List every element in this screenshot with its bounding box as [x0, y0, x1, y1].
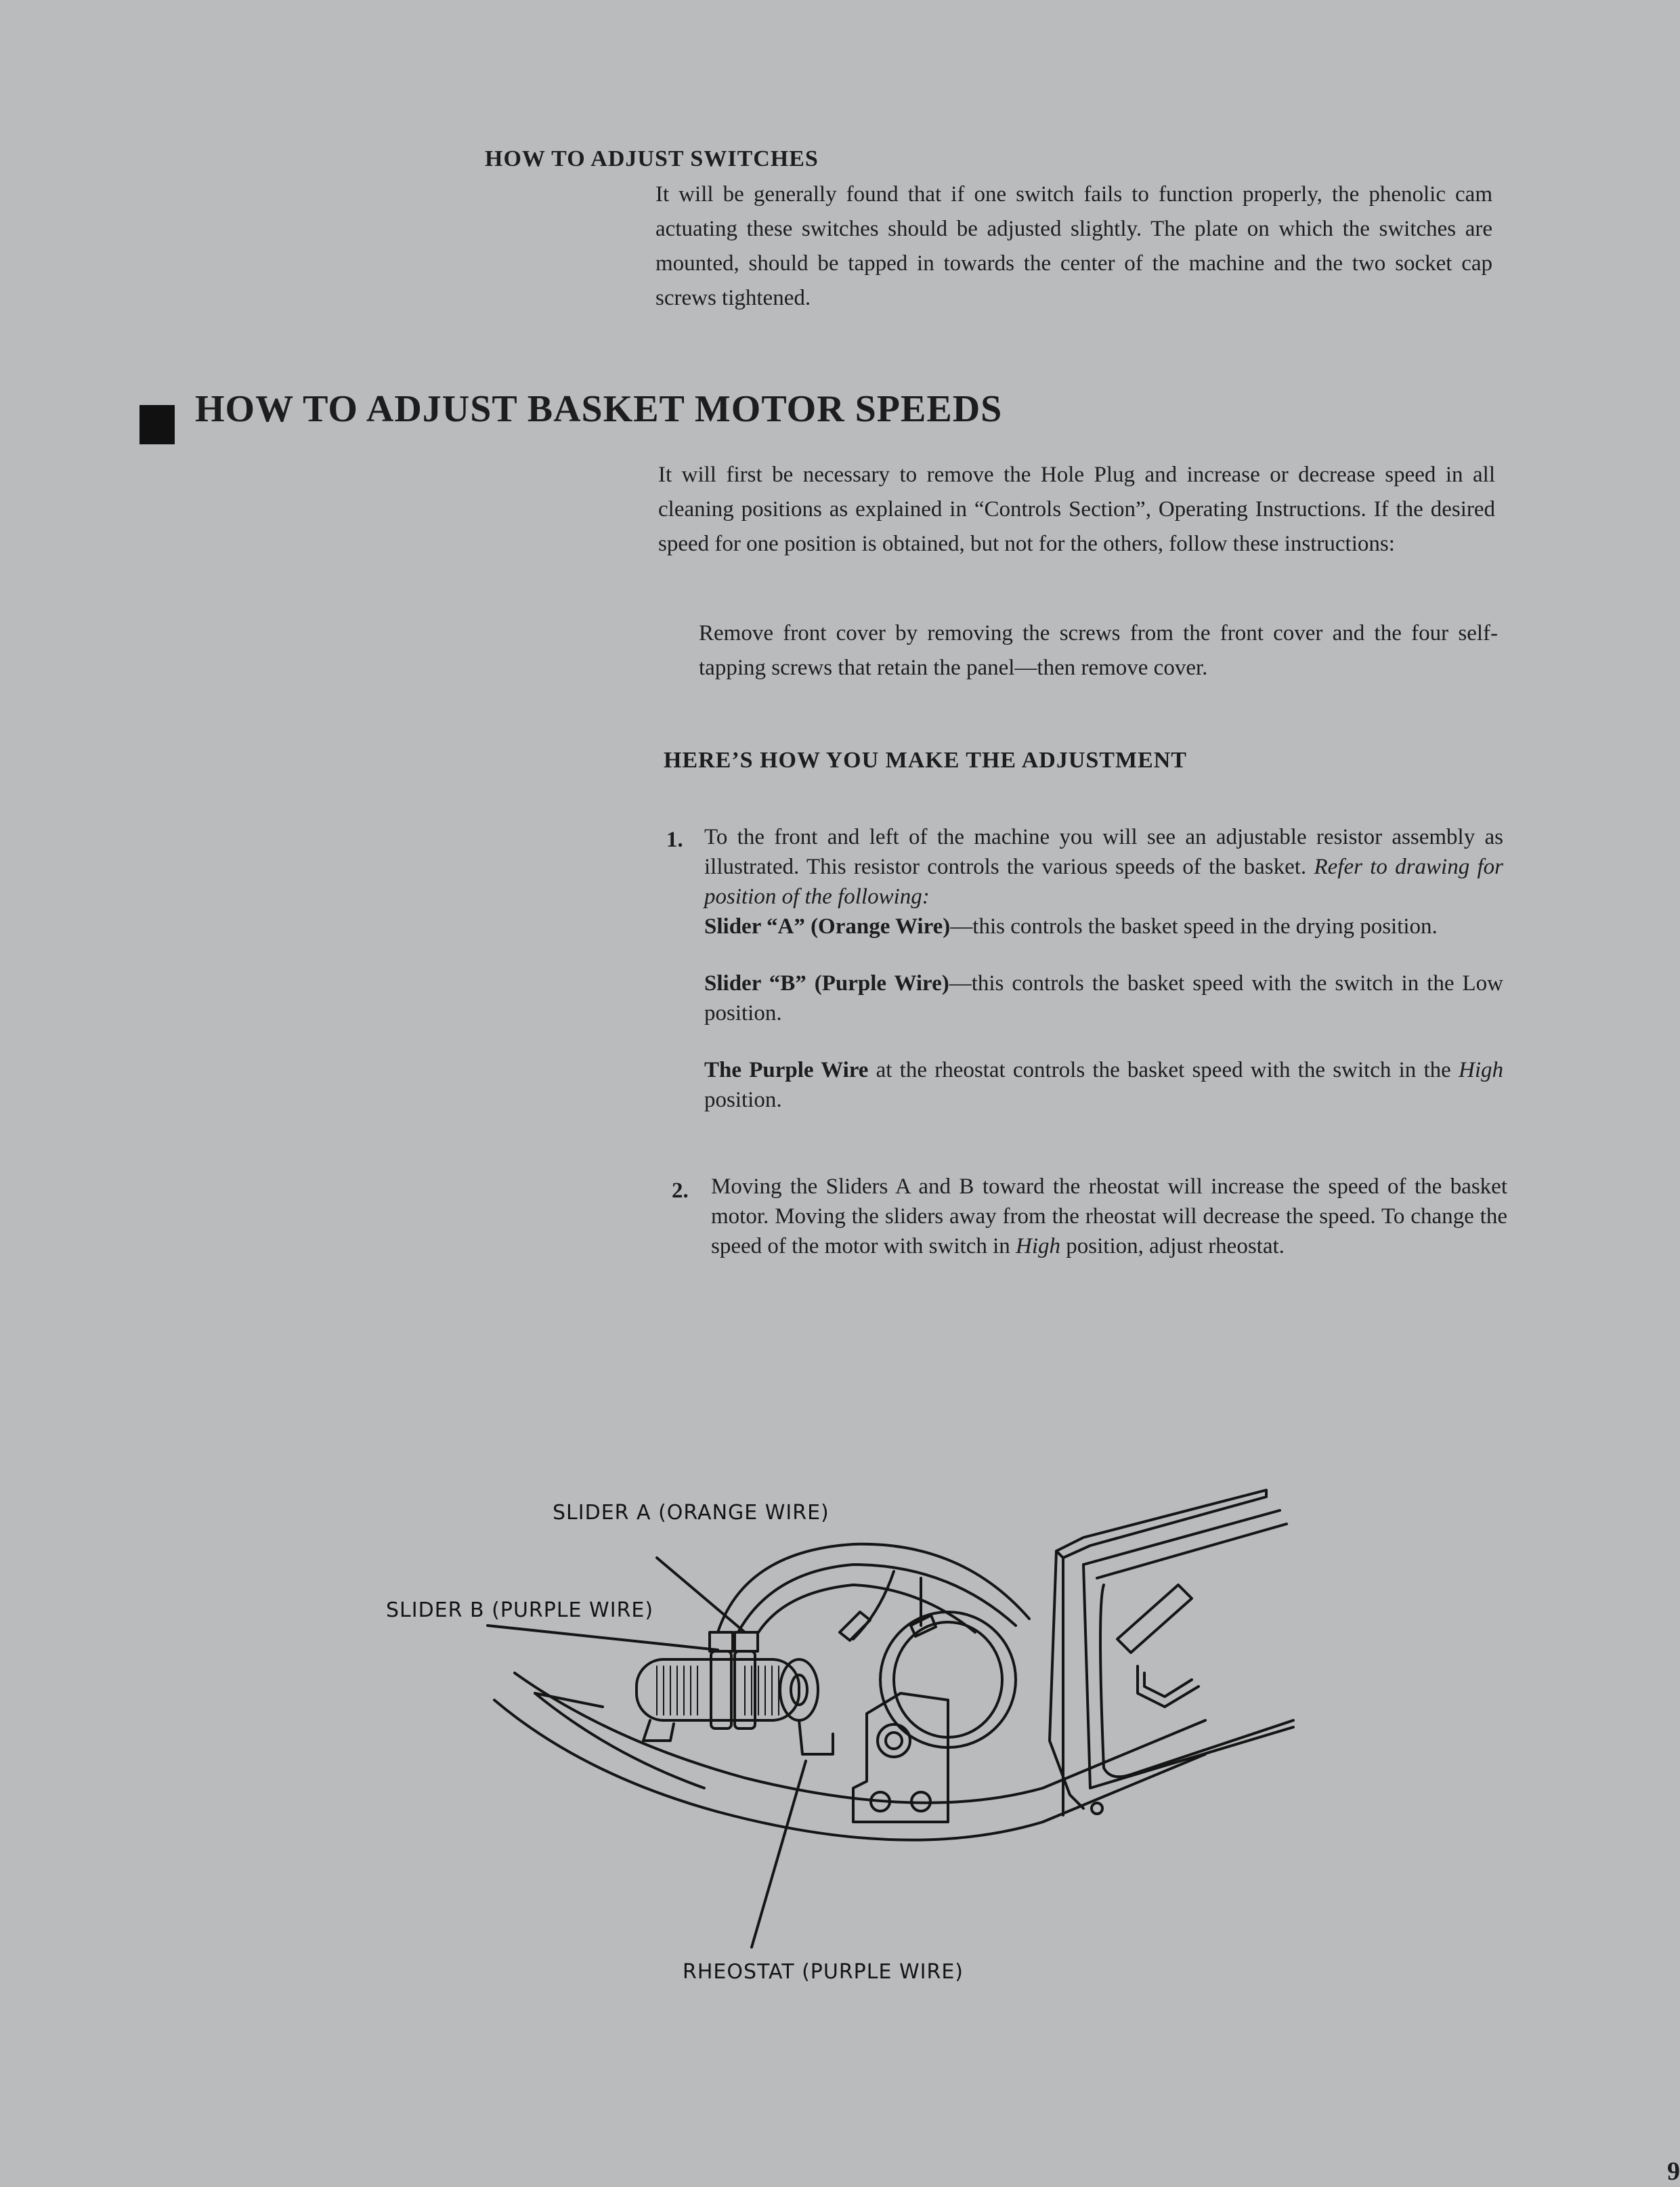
resistor-assembly-illustration	[366, 1470, 1327, 2012]
purple-wire-label: The Purple Wire	[704, 1058, 869, 1082]
switches-paragraph: It will be generally found that if one switch fails to function properly, the phenolic cam actuating these switches should be adjusted slightly. The plate on which the switches are mounted, should be tapped in towards the center of the machine and the two socket cap screws tightened.	[655, 182, 1492, 310]
slider-b-text: —this controls the basket speed with the switch in the Low position.	[704, 971, 1504, 1025]
purple-wire-text-1: at the rheostat controls the basket speed with the switch in the	[868, 1058, 1459, 1082]
step-2-high: High	[1016, 1234, 1061, 1258]
purple-wire-description	[704, 1055, 1503, 1115]
base-outer-curve	[494, 1700, 1205, 1840]
slider-a-clamp	[711, 1651, 731, 1728]
slider-b-label: Slider “B” (Purple Wire)	[704, 971, 949, 996]
rheostat-callout: RHEOSTAT (PURPLE WIRE)	[683, 1960, 964, 1984]
slider-a-text: —this controls the basket speed in the drying position.	[950, 914, 1438, 939]
step-2-text-1: Moving the Sliders A and B toward the rheostat will increase the speed of the basket motor. Moving the sliders away from the rheostat will decrease the speed. To change the speed of the motor with switch in	[711, 1174, 1507, 1258]
basket-heading: HOW TO ADJUST BASKET MOTOR SPEEDS	[195, 388, 1003, 430]
purple-wire-high: High	[1459, 1058, 1503, 1082]
step-1-text: To the front and left of the machine you will see an adjustable resistor assembly as illustrated. This resistor controls the various speeds of the basket.	[704, 825, 1503, 879]
slider-a-label: Slider “A” (Orange Wire)	[704, 914, 951, 939]
base-rim	[535, 1693, 704, 1788]
rheostat-knob	[878, 1724, 910, 1757]
step-1-number: 1.	[666, 828, 683, 852]
slider-b-leader	[488, 1626, 718, 1650]
panel-edge	[1050, 1551, 1083, 1808]
slider-a-description	[704, 912, 1503, 941]
basket-intro-paragraph: It will first be necessary to remove the Hole Plug and increase or decrease speed in all cleaning positions as explained in “Controls Section”, Operating Instructions. If the desired speed for one position is obtained, but not for the others, follow these instructions:	[658, 463, 1495, 556]
slider-a-callout: SLIDER A (ORANGE WIRE)	[553, 1501, 830, 1525]
panel-handle	[1117, 1585, 1192, 1653]
step-1-drawing-note: Refer to drawing for position of the following:	[704, 855, 1504, 909]
step-2-number: 2.	[672, 1179, 689, 1203]
section-marker-icon	[139, 405, 175, 444]
cover-removal-paragraph: Remove front cover by removing the screws from the front cover and the four self-tapping screws that retain the panel—then remove cover.	[699, 621, 1498, 680]
rheostat-leader	[752, 1761, 806, 1947]
resistor-tube	[637, 1659, 799, 1720]
slider-a-leader	[657, 1558, 745, 1632]
slider-b-callout: SLIDER B (PURPLE WIRE)	[386, 1598, 654, 1622]
adjustment-heading: HERE’S HOW YOU MAKE THE ADJUSTMENT	[664, 748, 1187, 773]
page-number: 9	[1667, 2157, 1680, 2186]
left-foot	[643, 1720, 674, 1741]
right-foot	[799, 1720, 833, 1754]
step-1	[704, 822, 1503, 1115]
wire-2	[738, 1565, 1016, 1632]
slider-b-description	[704, 969, 1503, 1028]
switches-heading: HOW TO ADJUST SWITCHES	[485, 146, 819, 171]
purple-wire-text-2: position.	[704, 1088, 782, 1112]
step-2-text-2: position, adjust rheostat.	[1060, 1234, 1285, 1258]
step-2	[711, 1172, 1507, 1261]
